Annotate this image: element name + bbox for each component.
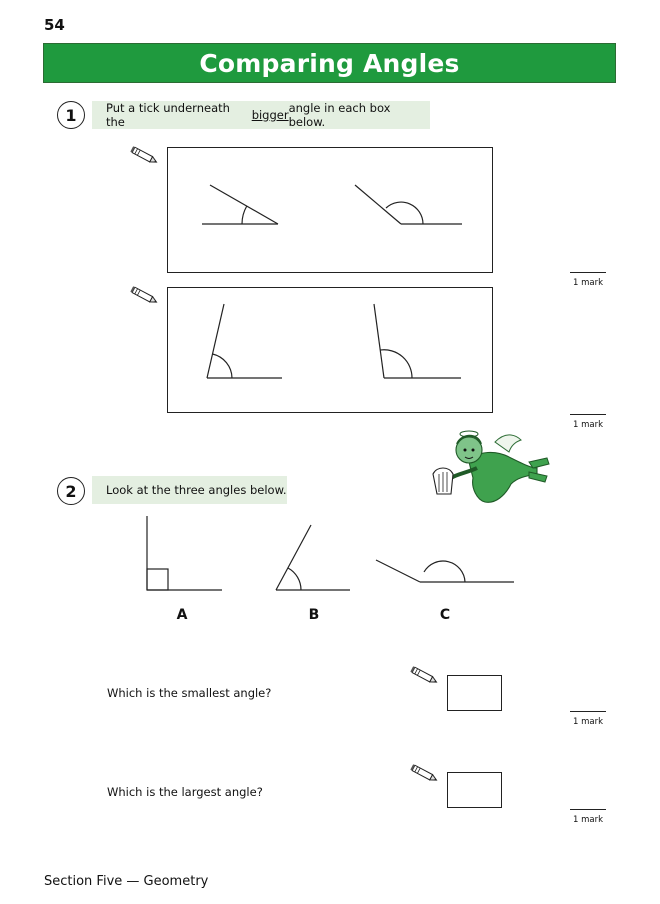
angle-label-b: B	[308, 607, 320, 623]
angle-panel-1-drawing	[168, 148, 494, 274]
sub-question-smallest: Which is the smallest angle?	[107, 686, 272, 700]
angle-panel-1	[167, 147, 493, 273]
page-number: 54	[44, 16, 65, 34]
mark-label-3: 1 mark	[572, 717, 603, 727]
footer-section-label: Section Five — Geometry	[44, 874, 209, 889]
answer-box-smallest[interactable]	[447, 675, 502, 711]
angle-panel-2-drawing	[168, 288, 494, 414]
mark-line-2	[570, 414, 606, 415]
mark-line-1	[570, 272, 606, 273]
pencil-icon	[130, 147, 160, 165]
angle-label-a: A	[176, 607, 188, 623]
cherub-harp-illustration	[425, 428, 553, 510]
angle-label-c: C	[439, 607, 451, 623]
mark-line-4	[570, 809, 606, 810]
pencil-icon	[130, 287, 160, 305]
answer-box-largest[interactable]	[447, 772, 502, 808]
page-title: Comparing Angles	[199, 48, 460, 78]
title-banner	[43, 43, 616, 83]
question-2-number: 2	[57, 477, 85, 505]
mark-label-1: 1 mark	[572, 278, 603, 288]
mark-label-2: 1 mark	[572, 420, 603, 430]
mark-label-4: 1 mark	[572, 815, 603, 825]
question-1-text-underlined: bigger	[251, 108, 289, 122]
angle-panel-2	[167, 287, 493, 413]
question-1-text-before: Put a tick underneath the	[106, 101, 230, 129]
three-angles-drawing	[130, 510, 530, 600]
mark-line-3	[570, 711, 606, 712]
pencil-icon	[410, 765, 440, 783]
question-1-prompt	[92, 101, 430, 129]
question-1-text-after: angle in each box below.	[288, 101, 391, 129]
question-1-number: 1	[57, 101, 85, 129]
pencil-icon	[410, 667, 440, 685]
question-2-prompt: Look at the three angles below.	[92, 476, 287, 504]
sub-question-largest: Which is the largest angle?	[107, 785, 263, 799]
